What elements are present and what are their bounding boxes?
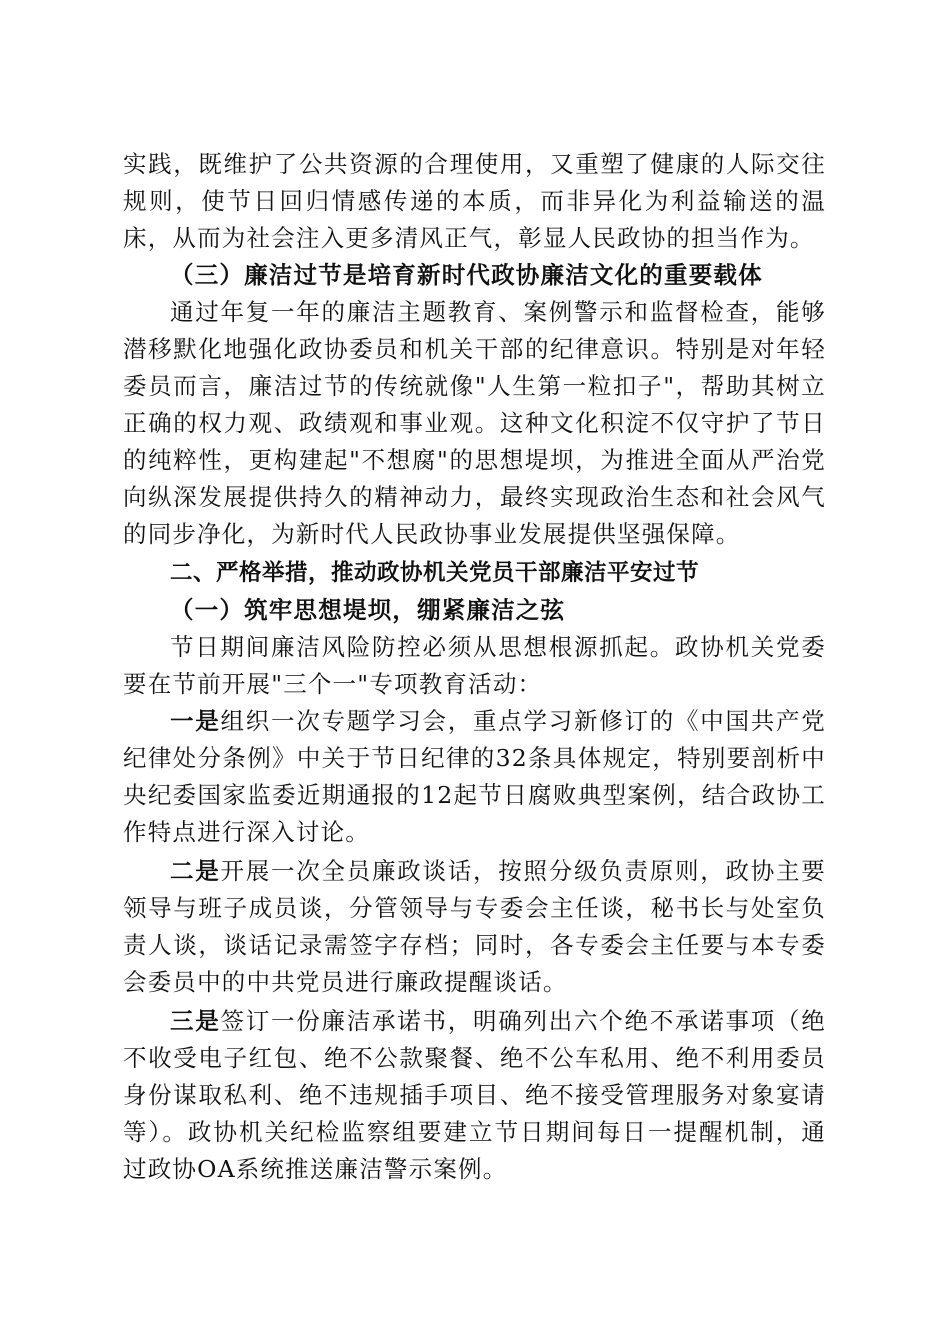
list-item-one [123, 703, 826, 851]
paragraph-culture: 通过年复一年的廉洁主题教育、案例警示和监督检查，能够潜移默化地强化政协委员和机关干部的纪律意识。特别是对年轻委员而言，廉洁过节的传统就像"人生第一粒扣子"，帮助其树立正确的权力观、政绩观和事业观。这种文化积淀不仅守护了节日的纯粹性，更构建起"不想腐"的思想堤坝，为推进全面从严治党向纵深发展提供持久的精神动力，最终实现政治生态和社会风气的同步净化，为新时代人民政协事业发展提供坚强保障。 [123, 298, 826, 548]
list-item-one-text: 组织一次专题学习会，重点学习新修订的《中国共产党纪律处分条例》中关于节日纪律的32条具体规定，特别要剖析中央纪委国家监委近期通报的12起节日腐败典型案例，结合政协工作特点进行深入讨论。 [123, 707, 826, 846]
list-item-one-lead: 一是 [170, 707, 221, 735]
subheading-three: （三）廉洁过节是培育新时代政协廉洁文化的重要载体 [170, 261, 763, 289]
list-item-three-lead: 三是 [170, 1007, 221, 1035]
subheading-one: （一）筑牢思想堤坝，绷紧廉洁之弦 [170, 596, 566, 624]
list-item-three-text: 签订一份廉洁承诺书，明确列出六个绝不承诺事项（绝不收受电子红包、绝不公款聚餐、绝不公车私用、绝不利用委员身份谋取私利、绝不违规插手项目、绝不接受管理服务对象宴请等）。政协机关纪检监察组要建立节日期间每日一提醒机制，通过政协OA系统推送廉洁警示案例。 [123, 1007, 826, 1183]
section-heading-two: 二、严格举措，推动政协机关党员干部廉洁平安过节 [170, 560, 700, 586]
document-body [123, 146, 826, 1188]
list-item-two-text: 开展一次全员廉政谈话，按照分级负责原则，政协主要领导与班子成员谈，分管领导与专委会主任谈，秘书长与处室负责人谈，谈话记录需签字存档；同时，各专委会主任要与本专委会委员中的中共党员进行廉政提醒谈话。 [123, 857, 826, 996]
paragraph-continuation: 实践，既维护了公共资源的合理使用，又重塑了健康的人际交往规则，使节日回归情感传递的本质，而非异化为利益输送的温床，从而为社会注入更多清风正气，彰显人民政协的担当作为。 [123, 150, 826, 252]
list-item-two-lead: 二是 [170, 857, 221, 885]
list-item-two [123, 853, 826, 1001]
paragraph-intro: 节日期间廉洁风险防控必须从思想根源抓起。政协机关党委要在节前开展"三个一"专项教育活动： [123, 633, 826, 698]
list-item-three [123, 1003, 826, 1188]
